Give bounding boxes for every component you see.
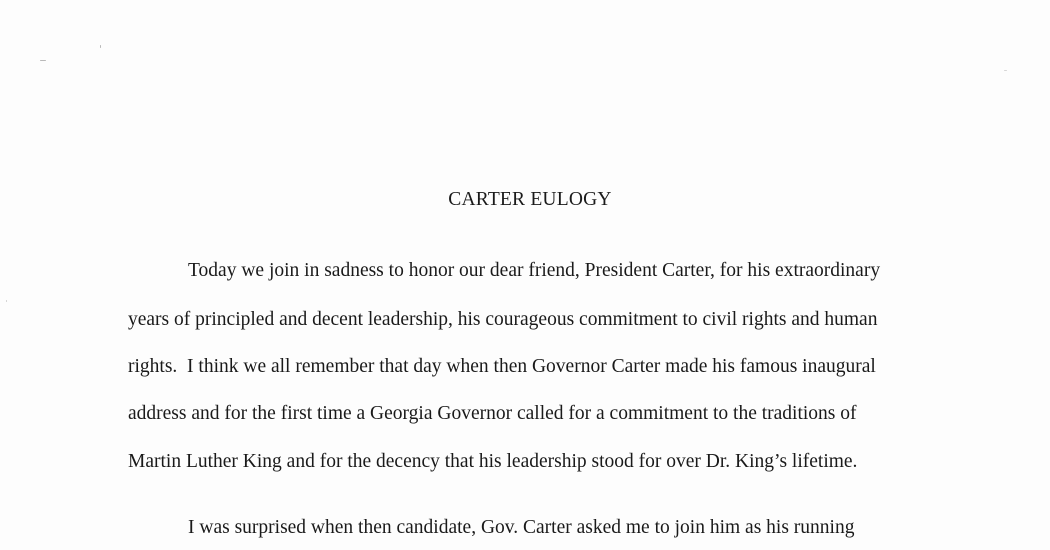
paragraph-1-line-4: address and for the first time a Georgia Governor called for a commitment to the traditions of bbox=[128, 403, 857, 424]
scan-speck bbox=[40, 60, 46, 61]
paragraph-2-line-1: I was surprised when then candidate, Gov. Carter asked me to join him as his running bbox=[188, 517, 855, 538]
paragraph-1-line-3: rights. I think we all remember that day when then Governor Carter made his famous inaugural bbox=[128, 356, 876, 377]
paragraph-1-line-1: Today we join in sadness to honor our dear friend, President Carter, for his extraordinary bbox=[188, 260, 881, 281]
paragraph-1-line-5: Martin Luther King and for the decency that his leadership stood for over Dr. King’s lifetime. bbox=[128, 451, 858, 472]
scan-speck bbox=[1004, 70, 1007, 71]
document-title: CARTER EULOGY bbox=[448, 189, 612, 210]
scan-speck bbox=[6, 300, 7, 302]
scan-speck bbox=[100, 45, 101, 48]
paragraph-1-line-2: years of principled and decent leadership, his courageous commitment to civil rights and human bbox=[128, 309, 878, 330]
